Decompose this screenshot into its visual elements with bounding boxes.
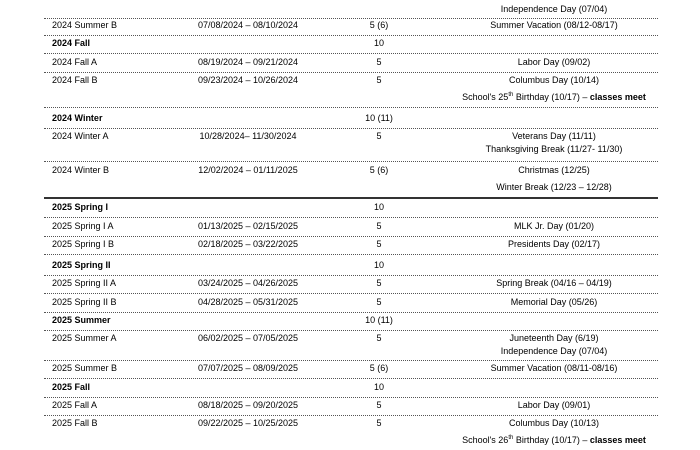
term-dates: 07/08/2024 – 08/10/2024 <box>197 20 299 30</box>
holiday-item: Labor Day (09/01) <box>517 400 591 410</box>
term-dates: 12/02/2024 – 01/11/2025 <box>198 165 298 175</box>
term-weeks: 5 (6) <box>369 165 389 175</box>
term-header-row <box>44 313 658 331</box>
holiday-item: School's 25th Birthday (10/17) – classes meet <box>462 92 646 102</box>
term-name: 2025 Spring I B <box>52 239 115 249</box>
term-weeks: 10 <box>373 202 384 212</box>
term-name: 2025 Summer A <box>52 333 117 343</box>
term-weeks: 5 <box>376 75 382 85</box>
holiday-item: Summer Vacation (08/12-08/17) <box>490 20 618 30</box>
holiday-item: Columbus Day (10/13) <box>508 418 600 428</box>
holiday-list <box>414 221 694 232</box>
term-name: 2024 Winter B <box>52 165 110 175</box>
term-dates: 10/28/2024– 11/30/2024 <box>199 131 297 141</box>
term-dates: 07/07/2025 – 08/09/2025 <box>197 363 299 373</box>
holiday-item: Thanksgiving Break (11/27- 11/30) <box>485 144 623 154</box>
term-row <box>44 0 658 19</box>
term-name: 2025 Fall A <box>52 400 98 410</box>
term-row <box>44 237 658 255</box>
holiday-item: Christmas (12/25) <box>518 165 590 175</box>
term-header-row <box>44 200 658 218</box>
holiday-item: Spring Break (04/16 – 04/19) <box>496 278 612 288</box>
term-dates: 08/19/2024 – 09/21/2024 <box>197 57 299 67</box>
term-name: 2025 Summer <box>52 315 111 325</box>
holiday-list <box>414 131 694 155</box>
term-weeks: 5 <box>376 278 382 288</box>
term-name: 2025 Spring I <box>52 202 109 212</box>
term-weeks: 5 <box>376 131 382 141</box>
term-row <box>44 331 658 361</box>
term-weeks: 5 (6) <box>369 363 389 373</box>
term-weeks: 10 <box>373 260 384 270</box>
holiday-list <box>414 57 694 68</box>
holiday-item: Columbus Day (10/14) <box>508 75 600 85</box>
term-header-row <box>44 380 658 398</box>
term-dates: 08/18/2025 – 09/20/2025 <box>197 400 299 410</box>
term-row <box>44 416 658 450</box>
holiday-item: Winter Break (12/23 – 12/28) <box>496 182 612 192</box>
holiday-item: MLK Jr. Day (01/20) <box>513 221 595 231</box>
term-name: 2024 Summer B <box>52 20 118 30</box>
term-header-row <box>44 36 658 54</box>
term-weeks: 10 (11) <box>365 113 393 123</box>
term-row <box>44 398 658 416</box>
holiday-list <box>414 278 694 289</box>
holiday-item: Juneteenth Day (6/19) <box>509 333 599 343</box>
term-row <box>44 18 658 36</box>
term-row <box>44 219 658 237</box>
term-row <box>44 55 658 73</box>
term-weeks: 5 <box>376 57 382 67</box>
term-row <box>44 163 658 199</box>
term-row <box>44 129 658 162</box>
term-header-row <box>44 258 658 276</box>
term-weeks: 5 <box>376 239 382 249</box>
term-row <box>44 276 658 294</box>
term-name: 2025 Spring II B <box>52 297 117 307</box>
term-name: 2024 Winter <box>52 113 103 123</box>
term-weeks: 10 (11) <box>365 315 393 325</box>
term-name: 2025 Fall B <box>52 418 98 428</box>
term-name: 2024 Fall <box>52 38 91 48</box>
holiday-list <box>414 239 694 250</box>
holiday-list <box>414 418 694 446</box>
holiday-list <box>414 297 694 308</box>
term-dates: 09/22/2025 – 10/25/2025 <box>197 418 299 428</box>
holiday-list <box>414 333 694 357</box>
holiday-item: Summer Vacation (08/11-08/16) <box>490 363 618 373</box>
term-row <box>44 295 658 313</box>
term-weeks: 10 <box>373 382 384 392</box>
holiday-list <box>414 400 694 411</box>
holiday-list <box>414 4 694 15</box>
term-dates: 06/02/2025 – 07/05/2025 <box>197 333 299 343</box>
term-name: 2025 Spring I A <box>52 221 114 231</box>
term-weeks: 5 <box>376 418 382 428</box>
term-dates: 04/28/2025 – 05/31/2025 <box>197 297 299 307</box>
holiday-item: Independence Day (07/04) <box>500 4 608 14</box>
holiday-list <box>414 20 694 31</box>
term-name: 2025 Spring II <box>52 260 111 270</box>
term-dates: 02/18/2025 – 03/22/2025 <box>197 239 299 249</box>
term-row <box>44 361 658 379</box>
holiday-list <box>414 75 694 103</box>
term-weeks: 5 <box>376 333 382 343</box>
term-weeks: 5 <box>376 400 382 410</box>
term-weeks: 5 (6) <box>369 20 389 30</box>
term-weeks: 5 <box>376 221 382 231</box>
holiday-item: Veterans Day (11/11) <box>512 131 596 141</box>
holiday-list <box>414 363 694 374</box>
holiday-item: Memorial Day (05/26) <box>510 297 598 307</box>
term-name: 2025 Spring II A <box>52 278 117 288</box>
term-dates: 01/13/2025 – 02/15/2025 <box>197 221 299 231</box>
term-row <box>44 73 658 108</box>
term-dates: 03/24/2025 – 04/26/2025 <box>197 278 299 288</box>
term-header-row <box>44 111 658 129</box>
holiday-item: School's 26th Birthday (10/17) – classes meet <box>462 435 646 445</box>
term-weeks: 10 <box>373 38 384 48</box>
term-dates: 09/23/2024 – 10/26/2024 <box>197 75 299 85</box>
term-name: 2025 Summer B <box>52 363 118 373</box>
holiday-item: Presidents Day (02/17) <box>507 239 601 249</box>
holiday-list <box>414 165 694 193</box>
term-name: 2025 Fall <box>52 382 91 392</box>
holiday-item: Labor Day (09/02) <box>517 57 591 67</box>
holiday-item: Independence Day (07/04) <box>500 346 608 356</box>
term-name: 2024 Winter A <box>52 131 109 141</box>
term-weeks: 5 <box>376 297 382 307</box>
term-name: 2024 Fall A <box>52 57 98 67</box>
term-name: 2024 Fall B <box>52 75 98 85</box>
